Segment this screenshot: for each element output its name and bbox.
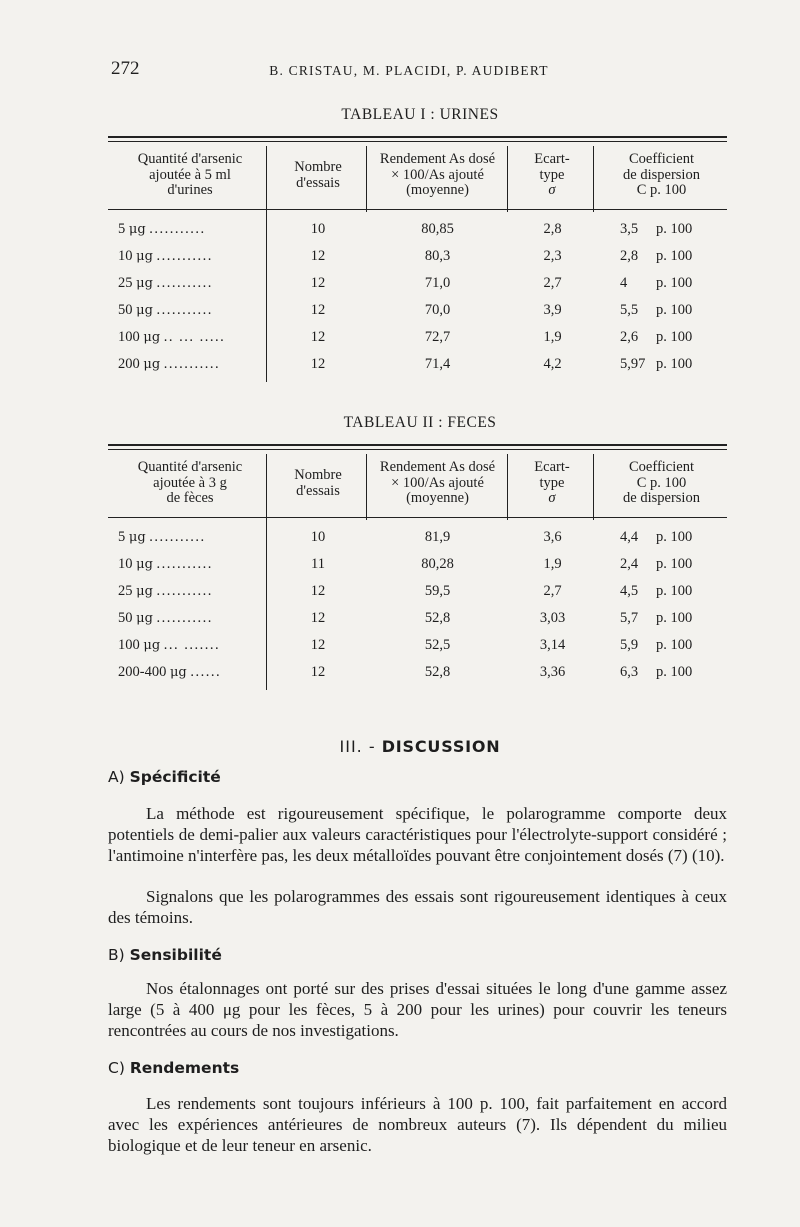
unit: μg — [143, 357, 161, 372]
essais-cell — [272, 302, 364, 319]
essais-cell — [272, 583, 364, 600]
rendement-value: 72,7 — [424, 329, 451, 345]
header-line: C p. 100 — [636, 182, 687, 198]
table2-col-divider — [266, 454, 267, 690]
ecart-value: 2,7 — [543, 583, 562, 599]
rendement-cell — [370, 637, 505, 654]
unit: μg — [169, 665, 187, 680]
coef-value: 5,97 — [620, 356, 646, 372]
rendement-cell — [370, 664, 505, 681]
header-line: Coefficient — [629, 151, 694, 167]
rendement-cell — [370, 302, 505, 319]
essais-value: 12 — [310, 583, 326, 599]
coefficient-cell — [600, 664, 727, 681]
coefficient-cell — [600, 556, 727, 573]
essais-value: 12 — [310, 637, 326, 653]
coef-value: 5,7 — [620, 610, 639, 626]
rendement-value: 80,3 — [424, 248, 451, 264]
unit: μg — [136, 557, 153, 572]
essais-value: 10 — [310, 221, 326, 237]
leader-dots: ... ....... — [163, 637, 221, 653]
rendement-cell — [370, 221, 505, 238]
header-line: Ecart- — [534, 151, 570, 167]
coefficient-cell — [600, 610, 727, 627]
header-line: Coefficient — [629, 459, 694, 475]
paragraph-a2: Signalons que les polarogrammes des essais sont rigoureusement identiques à ceux des témoins. — [108, 887, 727, 927]
coef-value: 5,9 — [620, 637, 639, 653]
header-line: Quantité d'arsenic — [137, 151, 243, 167]
leader-dots: ........... — [156, 302, 213, 318]
table2-top-rule-thin — [108, 449, 727, 450]
header-line: ajoutée à 3 g — [153, 474, 227, 491]
header-line: d'urines — [167, 182, 213, 198]
rendement-value: 59,5 — [424, 583, 451, 599]
header-line: d'essais — [296, 174, 340, 191]
table1-header-n — [268, 160, 368, 191]
ecart-cell — [510, 275, 595, 292]
essais-cell — [272, 610, 364, 627]
header-line: ajoutée à 5 ml — [149, 166, 231, 183]
coef-suffix: p. 100 — [656, 248, 693, 264]
header-line: de dispersion — [623, 166, 700, 183]
essais-cell — [272, 329, 364, 346]
table1-col-divider — [593, 146, 594, 212]
rendement-value: 70,0 — [424, 302, 451, 318]
coef-suffix: p. 100 — [656, 637, 693, 653]
table1-header-ecart — [506, 152, 598, 199]
essais-cell — [272, 556, 364, 573]
unit: μg — [128, 222, 146, 237]
header-line: Rendement As dosé — [379, 151, 496, 167]
coef-value: 2,8 — [620, 248, 639, 264]
table1-header-rule — [108, 209, 727, 210]
coef-value: 4,4 — [620, 529, 639, 545]
leader-dots: ...... — [190, 664, 222, 680]
header-line: × 100/As ajouté — [391, 474, 484, 491]
coefficient-cell — [600, 221, 727, 238]
leader-dots: ........... — [156, 248, 213, 264]
ecart-cell — [510, 221, 595, 238]
coef-suffix: p. 100 — [656, 356, 693, 372]
coef-suffix: p. 100 — [656, 221, 693, 237]
quantity-cell — [118, 610, 263, 627]
unit: μg — [136, 303, 153, 318]
table1-top-rule-thin — [108, 141, 727, 142]
table1-header-coef — [596, 152, 727, 199]
quantity-cell — [118, 529, 263, 546]
table2-header-n — [268, 468, 368, 499]
ecart-value: 2,8 — [543, 221, 562, 237]
essais-value: 12 — [310, 329, 326, 345]
coef-value: 3,5 — [620, 221, 639, 237]
ecart-value: 3,36 — [539, 664, 566, 680]
coefficient-cell — [600, 529, 727, 546]
essais-cell — [272, 275, 364, 292]
ecart-value: 3,6 — [543, 529, 562, 545]
header-line: σ — [548, 182, 556, 198]
leader-dots: ........... — [156, 275, 213, 291]
qty-value: 25 — [118, 275, 133, 291]
coef-suffix: p. 100 — [656, 556, 693, 572]
ecart-value: 3,03 — [539, 610, 566, 626]
rendement-cell — [370, 356, 505, 373]
paragraph-c1: Les rendements sont toujours inférieurs à 100 p. 100, fait parfaitement en accord avec les expériences antérieures de nombreux auteurs (7). Ils dépendent du milieu biologique et de leur teneur en arsenic. — [108, 1094, 727, 1155]
table2-title: TABLEAU II : FECES — [343, 414, 497, 431]
unit: μg — [143, 330, 161, 345]
quantity-cell — [118, 356, 263, 373]
section-number: III. - — [339, 737, 376, 756]
essais-value: 12 — [310, 302, 326, 318]
table2-top-rule — [108, 444, 727, 446]
coef-value: 5,5 — [620, 302, 639, 318]
subsection-a-title: Spécificité — [129, 768, 221, 786]
coef-value: 4,5 — [620, 583, 639, 599]
rendement-value: 80,85 — [421, 221, 454, 237]
coef-value: 2,6 — [620, 329, 639, 345]
ecart-cell — [510, 329, 595, 346]
essais-value: 12 — [310, 275, 326, 291]
ecart-cell — [510, 664, 595, 681]
essais-cell — [272, 356, 364, 373]
coef-value: 2,4 — [620, 556, 639, 572]
rendement-cell — [370, 248, 505, 265]
quantity-cell — [118, 664, 263, 681]
table1-col-divider — [366, 146, 367, 212]
header-line: Ecart- — [534, 459, 570, 475]
coef-suffix: p. 100 — [656, 583, 693, 599]
subsection-c-title: Rendements — [129, 1059, 240, 1077]
rendement-cell — [370, 329, 505, 346]
qty-value: 100 — [118, 329, 140, 345]
header-line: σ — [548, 490, 556, 506]
quantity-cell — [118, 583, 263, 600]
quantity-cell — [118, 637, 263, 654]
ecart-value: 1,9 — [543, 329, 562, 345]
leader-dots: ........... — [156, 556, 213, 572]
rendement-value: 81,9 — [424, 529, 451, 545]
header-line: type — [539, 166, 565, 183]
ecart-cell — [510, 556, 595, 573]
ecart-cell — [510, 529, 595, 546]
coef-suffix: p. 100 — [656, 329, 693, 345]
essais-value: 12 — [310, 356, 326, 372]
quantity-cell — [118, 556, 263, 573]
table2-col-divider — [593, 454, 594, 520]
leader-dots: ........... — [156, 583, 213, 599]
leader-dots: ........... — [163, 356, 221, 372]
table2-header-rendement — [366, 460, 509, 507]
table1-col-divider — [507, 146, 508, 212]
rendement-value: 80,28 — [421, 556, 454, 572]
ecart-cell — [510, 356, 595, 373]
unit: μg — [136, 249, 153, 264]
header-line: Nombre — [294, 467, 342, 483]
section-title: DISCUSSION — [381, 737, 501, 756]
ecart-value: 3,9 — [543, 302, 562, 318]
qty-value: 50 — [118, 610, 133, 626]
subsection-a-heading — [108, 768, 221, 786]
qty-value: 200-400 — [118, 664, 167, 680]
paragraph-b1: Nos étalonnages ont porté sur des prises d'essai situées le long d'une gamme assez large (5 à 400 μg pour les fèces, 5 à 200 pour les urines) pour couvrir les teneurs rencontrées au cours de nos investigations. — [108, 979, 727, 1040]
rendement-cell — [370, 529, 505, 546]
coef-suffix: p. 100 — [656, 529, 693, 545]
subsection-c-label: C) — [108, 1059, 125, 1077]
leader-dots: ........... — [149, 221, 206, 237]
table2-header-coef — [596, 460, 727, 507]
header-line: (moyenne) — [406, 182, 469, 198]
rendement-value: 71,4 — [424, 356, 451, 372]
essais-cell — [272, 637, 364, 654]
rendement-cell — [370, 275, 505, 292]
qty-value: 200 — [118, 356, 140, 372]
header-line: (moyenne) — [406, 490, 469, 506]
header-line: C p. 100 — [636, 474, 687, 491]
header-line: de dispersion — [623, 490, 700, 506]
subsection-c-heading — [108, 1059, 239, 1077]
qty-value: 5 — [118, 221, 126, 237]
section-heading — [0, 737, 800, 756]
coefficient-cell — [600, 275, 727, 292]
subsection-b-label: B) — [108, 946, 125, 964]
essais-value: 10 — [310, 529, 326, 545]
essais-cell — [272, 248, 364, 265]
ecart-value: 1,9 — [543, 556, 562, 572]
qty-value: 10 — [118, 556, 133, 572]
quantity-cell — [118, 329, 263, 346]
coefficient-cell — [600, 637, 727, 654]
coefficient-cell — [600, 302, 727, 319]
table2-col-divider — [366, 454, 367, 520]
table2-header-qty — [108, 460, 272, 507]
coefficient-cell — [600, 248, 727, 265]
header-line: type — [539, 474, 565, 491]
rendement-value: 52,5 — [424, 637, 451, 653]
ecart-cell — [510, 610, 595, 627]
table2-col-divider — [507, 454, 508, 520]
subsection-a-label: A) — [108, 768, 125, 786]
qty-value: 100 — [118, 637, 140, 653]
rendement-value: 52,8 — [424, 610, 451, 626]
unit: μg — [136, 584, 153, 599]
table1-title: TABLEAU I : URINES — [341, 106, 499, 123]
running-title: B. CRISTAU, M. PLACIDI, P. AUDIBERT — [269, 63, 549, 78]
coef-suffix: p. 100 — [656, 302, 693, 318]
page-number: 272 — [111, 58, 140, 79]
essais-cell — [272, 529, 364, 546]
ecart-value: 3,14 — [539, 637, 566, 653]
header-line: × 100/As ajouté — [391, 166, 484, 183]
essais-value: 12 — [310, 664, 326, 680]
quantity-cell — [118, 302, 263, 319]
ecart-cell — [510, 302, 595, 319]
rendement-cell — [370, 610, 505, 627]
table1-header-rendement — [366, 152, 509, 199]
rendement-value: 71,0 — [424, 275, 451, 291]
coef-value: 4 — [620, 275, 628, 291]
coef-value: 6,3 — [620, 664, 639, 680]
coefficient-cell — [600, 329, 727, 346]
leader-dots: ........... — [149, 529, 206, 545]
essais-value: 12 — [310, 248, 326, 264]
header-line: Quantité d'arsenic — [137, 459, 243, 475]
header-line: Rendement As dosé — [379, 459, 496, 475]
ecart-cell — [510, 637, 595, 654]
quantity-cell — [118, 275, 263, 292]
header-line: de fèces — [166, 490, 214, 506]
paragraph-a1: La méthode est rigoureusement spécifique, le polarogramme comporte deux potentiels de demi-palier aux valeurs caractéristiques pour l'électrolyte-support considéré ; l'antimoine n'interfère pas, les deux métalloïdes pouvant être conjointement dosés (7) (10). — [108, 804, 727, 865]
essais-value: 12 — [310, 610, 326, 626]
coefficient-cell — [600, 356, 727, 373]
header-line: Nombre — [294, 159, 342, 175]
table1-col-divider — [266, 146, 267, 382]
rendement-cell — [370, 583, 505, 600]
table2-header-ecart — [506, 460, 598, 507]
quantity-cell — [118, 248, 263, 265]
qty-value: 25 — [118, 583, 133, 599]
rendement-value: 52,8 — [424, 664, 451, 680]
qty-value: 5 — [118, 529, 126, 545]
essais-value: 11 — [311, 556, 325, 572]
ecart-cell — [510, 583, 595, 600]
essais-cell — [272, 664, 364, 681]
unit: μg — [128, 530, 146, 545]
coefficient-cell — [600, 583, 727, 600]
ecart-value: 2,3 — [543, 248, 562, 264]
coef-suffix: p. 100 — [656, 664, 693, 680]
ecart-value: 4,2 — [543, 356, 562, 372]
coef-suffix: p. 100 — [656, 275, 693, 291]
unit: μg — [136, 276, 153, 291]
unit: μg — [143, 638, 161, 653]
quantity-cell — [118, 221, 263, 238]
essais-cell — [272, 221, 364, 238]
table1-header-qty — [108, 152, 272, 199]
coef-suffix: p. 100 — [656, 610, 693, 626]
leader-dots: .. ... ..... — [163, 329, 226, 345]
subsection-b-heading — [108, 946, 222, 964]
leader-dots: ........... — [156, 610, 213, 626]
rendement-cell — [370, 556, 505, 573]
table2-header-rule — [108, 517, 727, 518]
qty-value: 50 — [118, 302, 133, 318]
unit: μg — [136, 611, 153, 626]
qty-value: 10 — [118, 248, 133, 264]
table1-top-rule — [108, 136, 727, 138]
header-line: d'essais — [296, 482, 340, 499]
ecart-cell — [510, 248, 595, 265]
ecart-value: 2,7 — [543, 275, 562, 291]
subsection-b-title: Sensibilité — [129, 946, 222, 964]
